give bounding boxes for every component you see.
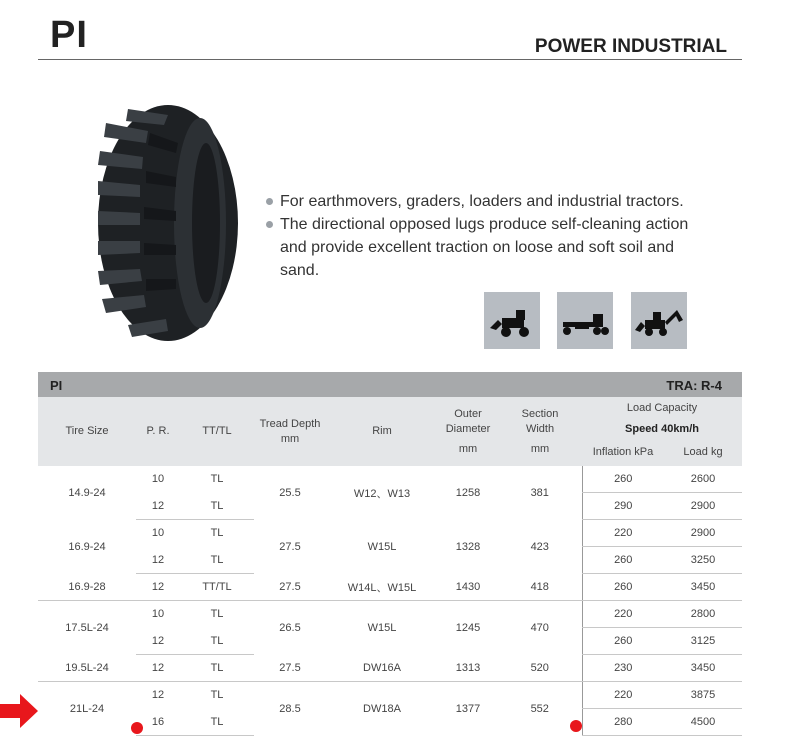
page-subtitle: POWER INDUSTRIAL bbox=[534, 36, 727, 57]
cell-outer: 1328 bbox=[455, 540, 481, 553]
backhoe-loader-icon bbox=[631, 292, 687, 349]
cell-pr: 12 bbox=[136, 493, 180, 520]
cell-pr: 12 bbox=[151, 689, 165, 702]
cell-inflation: 260 bbox=[582, 547, 664, 574]
bullet-dot bbox=[266, 221, 273, 228]
cell-inflation: 220 bbox=[582, 682, 664, 709]
feature-text: For earthmovers, graders, loaders and industrial tractors. bbox=[280, 193, 684, 210]
cell-outer: 1377 bbox=[455, 702, 481, 715]
cell-tread: 27.5 bbox=[254, 655, 326, 682]
col-speed: Speed 40km/h bbox=[582, 419, 742, 439]
cell-pr: 10 bbox=[151, 608, 165, 621]
col-outer-unit: mm bbox=[458, 442, 478, 455]
cell-load: 2800 bbox=[664, 601, 742, 628]
cell-section: 381 bbox=[530, 486, 549, 499]
cell-section: 423 bbox=[530, 540, 549, 553]
cell-tttl: TL bbox=[210, 689, 224, 702]
tire-image bbox=[88, 103, 238, 343]
cell-inflation: 260 bbox=[582, 574, 664, 601]
cell-pr: 12 bbox=[136, 574, 180, 601]
col-inflation: Inflation kPa bbox=[582, 439, 664, 466]
cell-load: 2900 bbox=[664, 493, 742, 520]
cell-tttl: TL bbox=[180, 493, 254, 520]
spec-table bbox=[38, 372, 742, 736]
cell-pr: 10 bbox=[151, 527, 165, 540]
cell-load: 3250 bbox=[664, 547, 742, 574]
cell-tttl: TT/TL bbox=[180, 574, 254, 601]
cell-section: 552 bbox=[530, 702, 549, 715]
cell-inflation: 260 bbox=[582, 628, 664, 655]
table-row bbox=[38, 655, 742, 682]
cell-outer: 1313 bbox=[438, 655, 498, 682]
cell-tttl: TL bbox=[210, 473, 224, 486]
table-row bbox=[38, 574, 742, 601]
col-section-unit: mm bbox=[530, 442, 550, 455]
feature-list bbox=[264, 190, 704, 282]
cell-tire-size: 14.9-24 bbox=[68, 486, 106, 499]
table-series-label: PI bbox=[50, 378, 63, 393]
cell-inflation: 220 bbox=[582, 601, 664, 628]
col-section-label-1: Section bbox=[521, 407, 559, 420]
tra-code: TRA: R-4 bbox=[666, 378, 722, 393]
cell-load: 2600 bbox=[664, 466, 742, 493]
cell-tire-size: 21L-24 bbox=[69, 702, 105, 715]
col-outer-label-2: Diameter bbox=[445, 422, 491, 435]
table-row bbox=[38, 601, 742, 628]
cell-pr: 12 bbox=[136, 628, 180, 655]
feature-item bbox=[264, 213, 704, 282]
red-dot-icon bbox=[570, 720, 582, 732]
cell-rim: W15L bbox=[367, 621, 397, 634]
page-title: PI bbox=[50, 14, 88, 56]
cell-outer: 1245 bbox=[455, 621, 481, 634]
col-tttl: TT/TL bbox=[180, 397, 254, 466]
cell-rim: W15L bbox=[367, 540, 397, 553]
col-tread-unit: mm bbox=[280, 432, 300, 445]
cell-load: 3125 bbox=[664, 628, 742, 655]
cell-section: 418 bbox=[498, 574, 582, 601]
col-load-kg: Load kg bbox=[664, 439, 742, 466]
cell-inflation: 230 bbox=[582, 655, 664, 682]
red-dot-icon bbox=[131, 722, 143, 734]
cell-outer: 1258 bbox=[455, 486, 481, 499]
cell-load: 3450 bbox=[664, 655, 742, 682]
cell-tttl: TL bbox=[210, 527, 224, 540]
col-outer-label-1: Outer bbox=[454, 407, 482, 420]
cell-load: 2900 bbox=[664, 520, 742, 547]
cell-tire-size: 19.5L-24 bbox=[38, 655, 136, 682]
cell-tire-size: 16.9-28 bbox=[38, 574, 136, 601]
table-row bbox=[38, 520, 742, 547]
col-tire-size: Tire Size bbox=[38, 397, 136, 466]
cell-rim: W12、W13 bbox=[353, 487, 411, 500]
cell-tttl: TL bbox=[180, 547, 254, 574]
table-title-bar bbox=[38, 372, 742, 397]
feature-text: The directional opposed lugs produce self-cleaning action and provide excellent traction on loose and soft soil and sand. bbox=[280, 216, 689, 279]
table-header bbox=[38, 397, 742, 466]
cell-pr: 12 bbox=[136, 655, 180, 682]
cell-rim: DW18A bbox=[363, 702, 401, 715]
cell-tread: 27.5 bbox=[279, 540, 301, 553]
cell-tire-size: 17.5L-24 bbox=[65, 621, 109, 634]
cell-tire-size: 16.9-24 bbox=[68, 540, 106, 553]
cell-rim: W14L、W15L bbox=[326, 574, 438, 601]
col-section bbox=[498, 397, 582, 466]
cell-tttl: TL bbox=[210, 608, 224, 621]
cell-inflation: 280 bbox=[582, 709, 664, 736]
red-arrow-icon bbox=[0, 694, 40, 728]
cell-inflation: 290 bbox=[582, 493, 664, 520]
cell-pr: 10 bbox=[151, 473, 165, 486]
col-pr: P. R. bbox=[136, 397, 180, 466]
col-tread bbox=[254, 397, 326, 466]
cell-pr: 12 bbox=[136, 547, 180, 574]
table-row bbox=[38, 682, 742, 709]
col-section-label-2: Width bbox=[525, 422, 555, 435]
bullet-dot bbox=[266, 198, 273, 205]
cell-load: 3450 bbox=[664, 574, 742, 601]
header-rule bbox=[38, 59, 742, 60]
cell-tttl: TL bbox=[180, 655, 254, 682]
cell-section: 520 bbox=[498, 655, 582, 682]
cell-load: 3875 bbox=[664, 682, 742, 709]
table-body bbox=[38, 466, 742, 736]
cell-inflation: 260 bbox=[582, 466, 664, 493]
col-rim: Rim bbox=[326, 397, 438, 466]
cell-tttl: TL bbox=[180, 709, 254, 736]
cell-tread: 25.5 bbox=[279, 486, 301, 499]
cell-tread: 28.5 bbox=[279, 702, 301, 715]
cell-load: 4500 bbox=[664, 709, 742, 736]
wheel-loader-icon bbox=[484, 292, 540, 349]
cell-rim: DW16A bbox=[326, 655, 438, 682]
cell-outer: 1430 bbox=[438, 574, 498, 601]
table-row bbox=[38, 466, 742, 493]
col-outer bbox=[438, 397, 498, 466]
cell-tread: 26.5 bbox=[279, 621, 301, 634]
cell-section: 470 bbox=[530, 621, 549, 634]
grader-icon bbox=[557, 292, 613, 349]
col-tread-label: Tread Depth bbox=[259, 417, 321, 430]
cell-tread: 27.5 bbox=[254, 574, 326, 601]
cell-pr: 16 bbox=[136, 709, 180, 736]
cell-inflation: 220 bbox=[582, 520, 664, 547]
feature-item bbox=[264, 190, 704, 213]
cell-tttl: TL bbox=[180, 628, 254, 655]
col-load-capacity: Load Capacity bbox=[582, 397, 742, 419]
